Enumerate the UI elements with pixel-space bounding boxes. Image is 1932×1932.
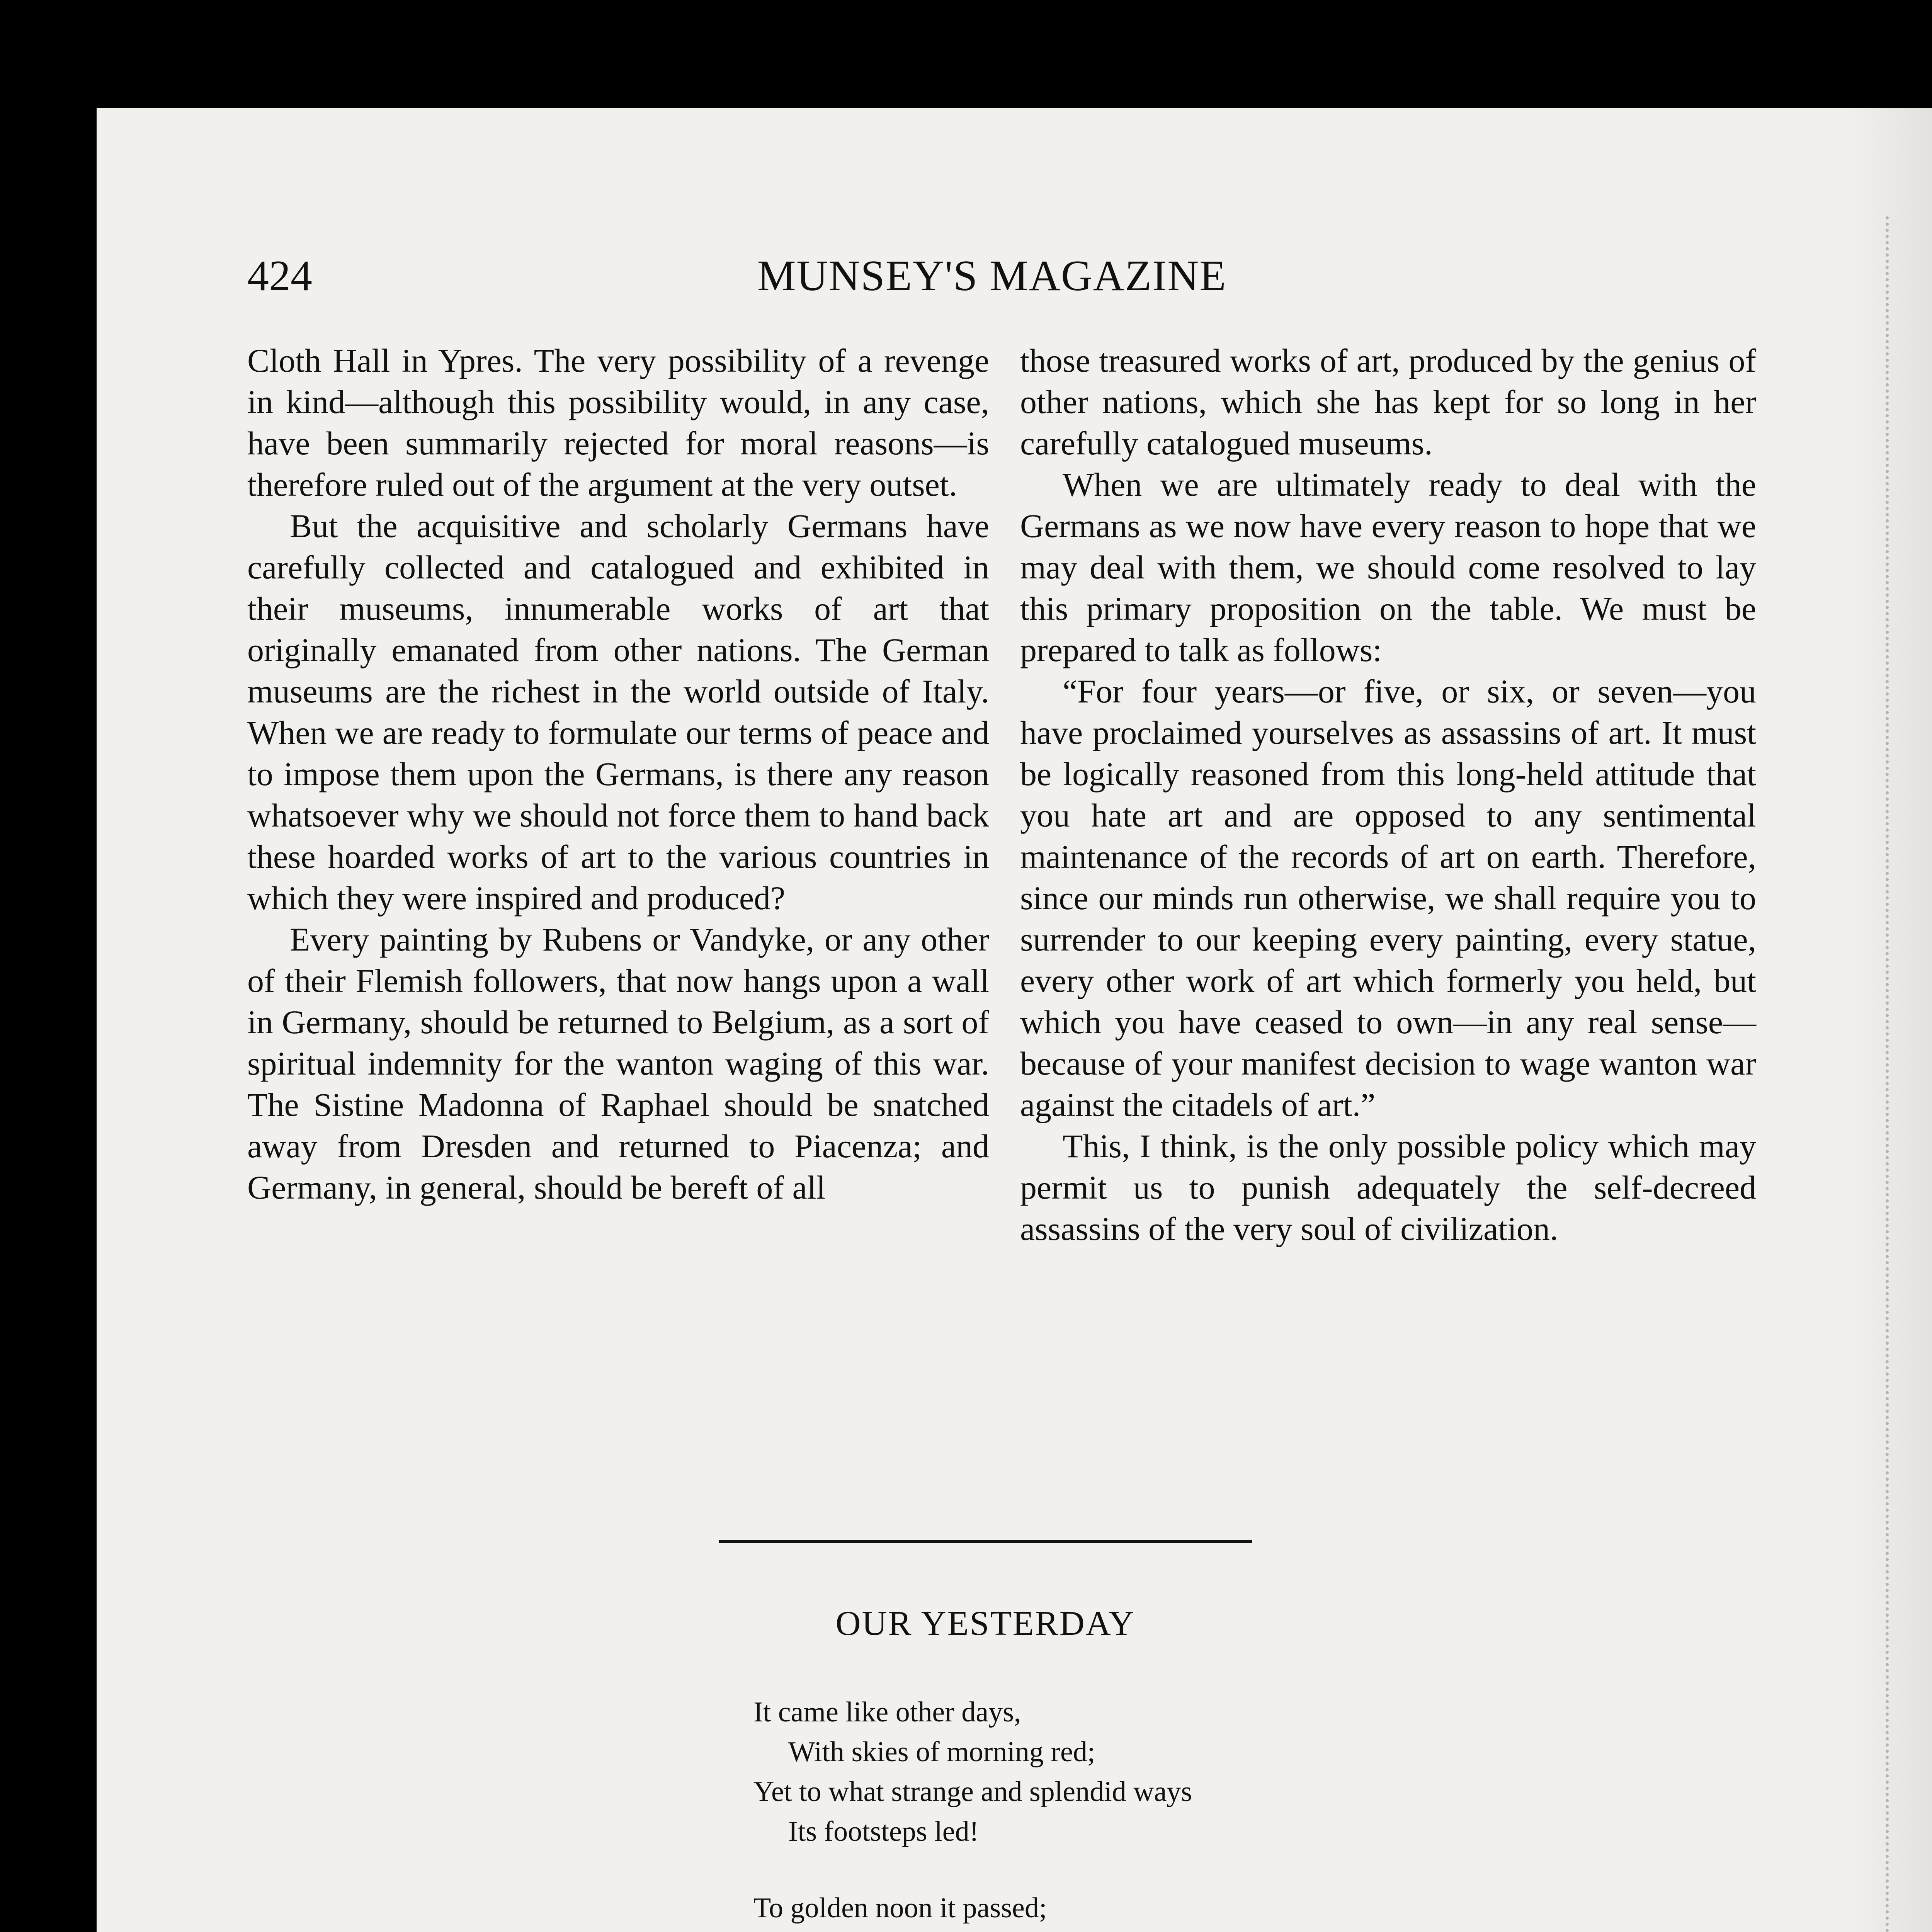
- article-paragraph: Cloth Hall in Ypres. The very possibility of a revenge in kind—although this possibility would, in any case, have been summarily rejected for moral reasons—is therefore ruled out of the argument at the very outset.: [247, 342, 989, 503]
- poem-line: Yet to what strange and splendid ways: [753, 1776, 1192, 1808]
- poem-body: [753, 1692, 1642, 1932]
- page-number: 424: [247, 252, 312, 300]
- page-edge-specks: [1886, 216, 1912, 1932]
- section-divider: [719, 1540, 1252, 1543]
- article-paragraph: This, I think, is the only possible policy which may permit us to punish adequately the self-decreed assassins of the very soul of civilization.: [1020, 1128, 1756, 1247]
- poem-stanza: [753, 1692, 1642, 1852]
- article-paragraph: When we are ultimately ready to deal with the Germans as we now have every reason to hope that we may deal with them, we should come resolved to lay this primary proposition on the table. We must be prepared to talk as follows:: [1020, 466, 1756, 668]
- article-left-column: [247, 340, 989, 1208]
- poem-line: With skies of morning red;: [788, 1736, 1095, 1768]
- article-paragraph: those treasured works of art, produced by the genius of other nations, which she has kept for so long in her carefully catalogued museums.: [1020, 342, 1756, 462]
- poem-line: It came like other days,: [753, 1696, 1021, 1728]
- poem-title: OUR YESTERDAY: [835, 1604, 1135, 1643]
- article-paragraph: But the acquisitive and scholarly Germans have carefully collected and catalogued and exhibited in their museums, innumerable works of art that originally emanated from other nations. The German museums are the richest in the world outside of Italy. When we are ready to formulate our terms of peace and to impose them upon the Germans, is there any reason whatsoever why we should not force them to hand back these hoarded works of art to the various countries in which they were inspired and produced?: [247, 507, 989, 917]
- article-right-column: [1020, 340, 1756, 1250]
- magazine-title: MUNSEY'S MAGAZINE: [757, 252, 1227, 300]
- poem-line: [753, 1928, 1642, 1932]
- poem-line: Its footsteps led!: [788, 1816, 979, 1847]
- poem-line: To golden noon it passed;: [753, 1892, 1047, 1924]
- poem-stanza: [753, 1888, 1642, 1932]
- article-paragraph: Every painting by Rubens or Vandyke, or any other of their Flemish followers, that now hangs upon a wall in Germany, should be returned to Belgium, as a sort of spiritual indemnity for the wanton waging of this war. The Sistine Madonna of Raphael should be snatched away from Dresden and returned to Piacenza; and Germany, in general, should be bereft of all: [247, 921, 989, 1206]
- article-paragraph: “For four years—or five, or six, or seven—you have proclaimed yourselves as assassins of art. It must be logically reasoned from this long-held attitude that you hate art and are opposed to any sentimental maintenance of the records of art on earth. Therefore, since our minds run otherwise, we shall require you to surrender to our keeping every painting, every statue, every other work of art which formerly you held, but which you have ceased to own—in any real sense—because of your manifest decision to wage wanton war against the citadels of art.”: [1020, 673, 1756, 1123]
